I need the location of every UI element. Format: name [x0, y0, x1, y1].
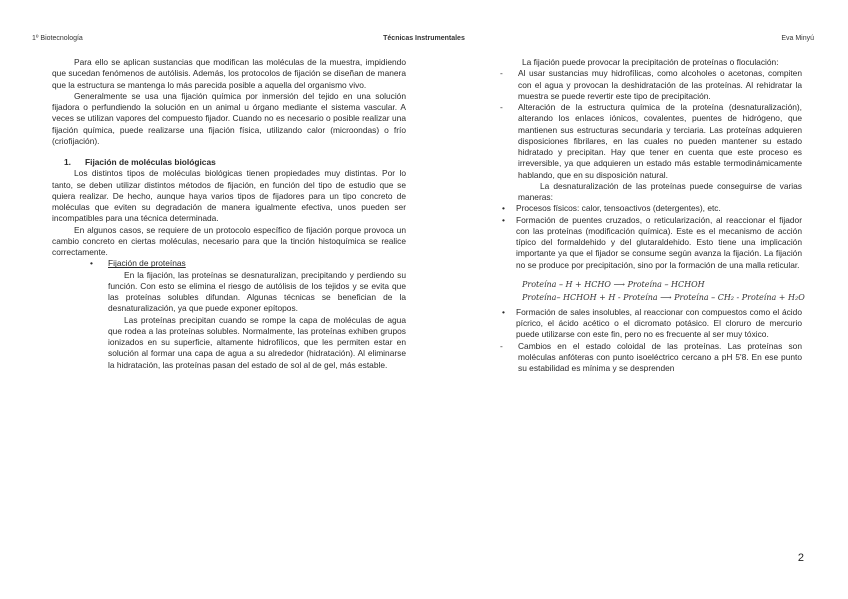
list-item	[90, 258, 406, 269]
right-column	[500, 57, 805, 374]
header-subject: Técnicas Instrumentales	[383, 35, 465, 42]
list-item	[500, 203, 802, 214]
round-item-1: Procesos físicos: calor, tensoactivos (detergentes), etc.	[516, 203, 721, 214]
section-title: Fijación de moléculas biológicas	[85, 157, 216, 167]
list-item	[500, 341, 802, 375]
page-number: 2	[797, 552, 804, 564]
section-number: 1.	[64, 157, 71, 167]
formula-1: Proteína – H + HCHO ⟶ Proteína – HCHOH	[522, 279, 705, 289]
dash-item-3: Cambios en el estado coloidal de las proteínas. Las proteínas son moléculas anfóteras con punto isoeléctrico cercano a pH 5'8. En ese punto su estabilidad es mínima y se desprenden	[518, 340, 802, 373]
denaturation-intro: La desnaturalización de las proteínas puede conseguirse de varias maneras:	[518, 180, 802, 202]
header-author: Eva Minyú	[781, 35, 814, 42]
intro-paragraph-2: Generalmente se usa una fijación química por inmersión del tejido en una solución fijadora o perfundiendo la solución en un animal u órgano mediante el sistema vascular. A veces se utilizan vapores del compuesto fijador. Cuando no es necesario o posible realizar una fijación química, puede realizarse una fijación física, utilizando calor (microondas) o frío (criofijación).	[52, 90, 406, 146]
dash-marker: -	[500, 340, 503, 351]
header-course: 1º Biotecnología	[32, 35, 83, 42]
section-heading	[64, 157, 406, 168]
intro-paragraph-1: Para ello se aplican sustancias que modifican las moléculas de la muestra, impidiendo que sucedan fenómenos de autólisis. Además, los protocolos de fijación se diseñan de manera que la estructura se mantenga lo más parecida posible a aquella del organismo vivo.	[52, 57, 406, 90]
bullet-marker: •	[502, 214, 505, 225]
section-paragraph-1: Los distintos tipos de moléculas biológicas tienen propiedades muy distintas. Por lo tanto, se deben utilizar distintos métodos de fijación, en función del tipo de estudio que se quiera realizar. De hecho, aunque haya varios tipos de fijadores para un tipo concreto de moléculas que eviten su degradación de manera igualmente efectiva, unos pueden ser incompatibles para una técnica determinada.	[52, 168, 406, 224]
dash-item-1: Al usar sustancias muy hidrofílicas, como alcoholes o acetonas, compiten con el agua y provocan la deshidratación de las proteínas. Al rehidratar la muestra se puede revertir este tipo de precipitación.	[518, 68, 802, 101]
section-paragraph-2: En algunos casos, se requiere de un protocolo específico de fijación porque provoca un cambio concreto en ciertas moléculas, necesario para que la tinción histoquímica se realice correctamente.	[52, 224, 406, 257]
bullet-marker: •	[90, 258, 93, 269]
list-item	[500, 68, 802, 102]
left-column	[52, 57, 406, 371]
flocculation-intro: La fijación puede provocar la precipitación de proteínas o floculación:	[522, 57, 779, 67]
bullet-marker: •	[502, 306, 505, 317]
bullet-marker: •	[502, 203, 505, 214]
list-item	[500, 102, 802, 181]
dash-marker: -	[500, 102, 503, 112]
round-item-2: Formación de puentes cruzados, o reticularización, al reaccionar el fijador con las proteínas (modificación química). Este es el mecanismo de acción típico del formaldehido y del glutaraldehido. Esto tiene una implicación importante ya que el fijador se consume según avanza la fijación. La fijación no se produce por precipitación, sino por la formación de una malla reticular.	[516, 214, 802, 270]
formula-2: Proteína– HCHOH + H - Proteína ⟶ Proteína – CH₂ - Proteína + H₂O	[522, 292, 805, 302]
dash-item-2: Alteración de la estructura química de la proteína (desnaturalización), alterando los enlaces iónicos, covalentes, puentes de hidrógeno, que mantienen sus estructuras secundaria y terciaria. Las proteínas adquieren disposiciones fibrilares, en las cuales no pueden mantener su estado hidratado y precipitan. Hay que tener en cuenta que este proceso es irreversible, ya que adquieren un estado más estable termodinámicamente hablando, que en su disposición natural.	[518, 102, 802, 180]
protein-paragraph-2: Las proteínas precipitan cuando se rompe la capa de moléculas de agua que rodea a las proteínas solubles. Normalmente, las proteínas exhiben grupos ionizados en su superficie, altamente hidrofílicos, que les permiten estar en solución al formar una capa de agua a su alrededor (hidratación). Al eliminarse la hidratación, las proteínas pasan del estado de sol al de gel, más estable.	[108, 314, 406, 370]
list-item	[500, 215, 802, 271]
protein-paragraph-1: En la fijación, las proteínas se desnaturalizan, precipitando y perdiendo su función. Con esto se elimina el riesgo de autólisis de los tejidos y se evita que las proteínas solubles difundan. Algunas técnicas se benefician de la desnaturalización, ya que puede exponer epítopos.	[108, 269, 406, 314]
dash-marker: -	[500, 68, 503, 79]
round-item-3: Formación de sales insolubles, al reaccionar con compuestos como el ácido pícrico, el ácido acético o el dicromato potásico. El cloruro de mercurio puede utilizarse con este fin, pero no es frecuente al ser muy tóxico.	[516, 306, 802, 340]
bullet-title: Fijación de proteínas	[108, 258, 186, 269]
list-item	[500, 307, 802, 341]
protein-fixation-block	[90, 258, 406, 371]
